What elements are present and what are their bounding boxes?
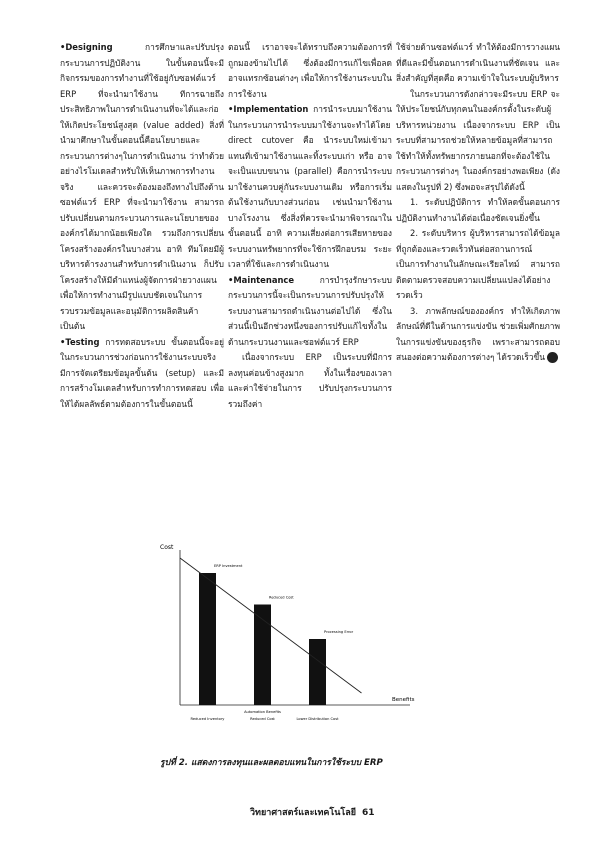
x-axis-label: Benefits xyxy=(392,697,415,703)
paragraph-text: ตอนนี้ เราอาจจะได้ทราบถึงความต้องการที่ถูกมองข้ามไปได้ ซึ่งต้องมีการแก้ไขเพื่อลดอาจแทรกซ้อนต่างๆ เพื่อให้การใช้งานระบบในการใช้งาน xyxy=(228,42,392,99)
paragraph-text: ในกระบวนการดังกล่าวจะมีระบบ ERP จะให้ประโยชน์กับทุกคนในองค์กรตั้งในระดับผู้บริหารหน่วยงาน เนื่องจากระบบ ERP เป็นระบบที่สามารถช่วยให้หลายข้อมูลที่สามารถใช้ทำให้ทั้งทรัพยากรภายนอกที่จะต้องใช้ในกระบวนการต่างๆ ในองค์กรอย่างพอเพียง (ดังแสดงในรูปที่ 2) ซึ่งพอจะสรุปได้ดังนี้ xyxy=(396,88,560,192)
paragraph xyxy=(228,102,392,273)
paragraph-text: การศึกษาและปรับปรุงกระบวนการปฏิบัติงาน ในขั้นตอนนี้จะมีกิจกรรมของการทำงานที่ใช้อยู่กับซอฟต์แวร์ ERP ที่จะนำมาใช้งาน ทีการฉายถึงประสิทธิภาพในการดำเนินงานที่จะได้และก่อให้เกิดประโยชน์สูงสุด (value added) สิ่งที่นำมาศึกษาในขั้นตอนนี้คือนโยบายและกระบวนการต่างๆในการดำเนินงาน ว่าทำด้วยอย่างไรโมเดลสำหรับให้เห็นภาพการทำงานจริง และควรจะต้องมองถึงทางไปถึงด้านซอฟต์แวร์ ERP ที่จะนำมาใช้งาน สามารถปรับเปลี่ยนตามกระบวนการและนโยบายขององค์กรได้มากน้อยเพียงใด รวมถึงการเปลี่ยนโครงสร้างองค์กรในบางส่วน อาทิ ทีมโดยมีผู้บริหารด้ารงงานสำหรับการดำเนินงาน ก็ปรับโครงสร้างให้มีตำแหน่งผู้จัดการฝ่ายวางแผนเพื่อให้การทำงานมีรูปแบบชัดเจนในการรวบรวมข้อมูลและอนุมัติการผลิตสินค้า เป็นต้น xyxy=(60,42,224,331)
paragraph-text: เนื่องจากระบบ ERP เป็นระบบที่มีการลงทุนค่อนข้างสูงมาก ทั้งในเรื่องของเวลา และค่าใช้จ่ายในการ ปรับปรุงกระบวนการ รวมถึงค่า xyxy=(228,352,392,409)
y-axis-label: Cost xyxy=(160,544,174,551)
paragraph xyxy=(60,40,224,335)
bar-label: Processing Error xyxy=(324,630,354,634)
paragraph-text: 1. ระดับปฏิบัติการ ทำให้ลดขั้นตอนการปฏิบัติงานทำงานได้ต่อเนื่องชัดเจนยิ่งขึ้น xyxy=(396,197,560,223)
end-of-article-icon xyxy=(547,352,558,363)
bar xyxy=(199,573,216,705)
paragraph xyxy=(396,40,560,87)
bar-label: ERP Investment xyxy=(214,564,243,568)
paragraph xyxy=(396,195,560,226)
paragraph xyxy=(228,40,392,102)
center-label: Automation Benefits xyxy=(244,710,281,714)
bar xyxy=(309,639,326,705)
paragraph xyxy=(396,226,560,304)
cost-benefit-chart xyxy=(160,535,490,735)
page-number: 61 xyxy=(362,808,375,818)
page-footer xyxy=(250,805,375,819)
section-heading: •Testing xyxy=(60,336,100,347)
figure-caption: รูปที่ 2. แสดงการลงทุนและผลตอบแทนในการใช้ระบบ ERP xyxy=(160,758,383,768)
paragraph xyxy=(60,335,224,413)
category-tick-label: Lower Distribution Cost xyxy=(296,717,339,721)
footer-title: วิทยาศาสตร์และเทคโนโลยี xyxy=(250,808,357,818)
paragraph-text: 2. ระดับบริหาร ผู้บริหารสามารถได้ข้อมูลที่ถูกต้องและรวดเร็วทันต่อสถานการณ์ เป็นการทำงานในลักษณะเรียลไทม์ สามารถติดตามตรวจสอบความเปลี่ยนแปลงได้อย่างรวดเร็ว xyxy=(396,228,560,300)
paragraph xyxy=(228,273,392,351)
text-column-2 xyxy=(228,40,392,524)
paragraph xyxy=(228,350,392,412)
section-heading: •Maintenance xyxy=(228,274,295,285)
paragraph xyxy=(396,87,560,196)
bar-label: Reduced Cost xyxy=(269,595,294,600)
paragraph-text: ใช้จ่ายด้านซอฟต์แวร์ ทำให้ต้องมีการวางแผนที่ดีและมีขั้นตอนการดำเนินงานที่ชัดเจน และสิ่งสำคัญที่สุดคือ ความเข้าใจในระบบผู้บริหาร xyxy=(396,42,560,83)
category-tick-label: Reduced Inventory xyxy=(190,717,225,721)
category-tick-label: Reduced Cost xyxy=(250,717,275,721)
paragraph-text: 3. ภาพลักษณ์ขององค์กร ทำให้เกิดภาพลักษณ์ที่ดีในด้านการแข่งขัน ช่วยเพิ่มศักยภาพในการแข่งขันของธุรกิจ เพราะสามารถตอบสนองต่อความต้องการต่างๆ ได้รวดเร็วขึ้น xyxy=(396,305,560,362)
section-heading: •Implementation xyxy=(228,104,309,114)
paragraph-text: การบำรุงรักษาระบบ กระบวนการนี้จะเป็นกระบวนการปรับปรุงให้ระบบงานสามารถดำเนินงานต่อไปได้ ซึ่งในส่วนนี้เป็นอีกช่วงหนึ่งของการปรับแก้ไขทั้งในด้านกระบวนงานและซอฟต์แวร์ ERP xyxy=(228,274,392,347)
paragraph-text: การนำระบบมาใช้งาน ในกระบวนการนำระบบมาใช้งานจะทำได้โดย direct cutover คือ นำระบบใหม่เข้ามาแทนที่เข้ามาใช้งานและทิ้งระบบเก่า หรือ อาจจะเป็นแบบขนาน (parallel) คือการนำระบบมาใช้งานควบคู่กันระบบงานเดิม หรือการเริ่มต้นใช้งานกับบางส่วนก่อน เช่นนำมาใช้งานบางโรงงาน ซึ่งสิ่งที่ควรจะนำมาพิจารณาในขั้นตอนนี้ อาทิ ความเสี่ยงต่อการเสียหายของระบบงานทรัพยากรที่จะใช้การฝึกอบรม ระยะเวลาที่ใช้และการดำเนินงาน xyxy=(228,104,392,269)
chart-svg xyxy=(160,535,490,735)
text-column-3 xyxy=(396,40,560,524)
text-column-1 xyxy=(60,40,224,524)
paragraph xyxy=(396,304,560,366)
section-heading: •Designing xyxy=(60,42,113,52)
paragraph-text: การทดสอบระบบ ขั้นตอนนี้จะอยู่ในกระบวนการช่วงก่อนการใช้งานระบบจริง มีการจัดเตรียมข้อมูลขั้นต้น (setup) และมีการสร้างโมเดลสำหรับการทำการทดสอบ เพื่อให้ได้ผลลัพธ์ตามต้องการในขั้นตอนนี้ xyxy=(60,336,224,409)
